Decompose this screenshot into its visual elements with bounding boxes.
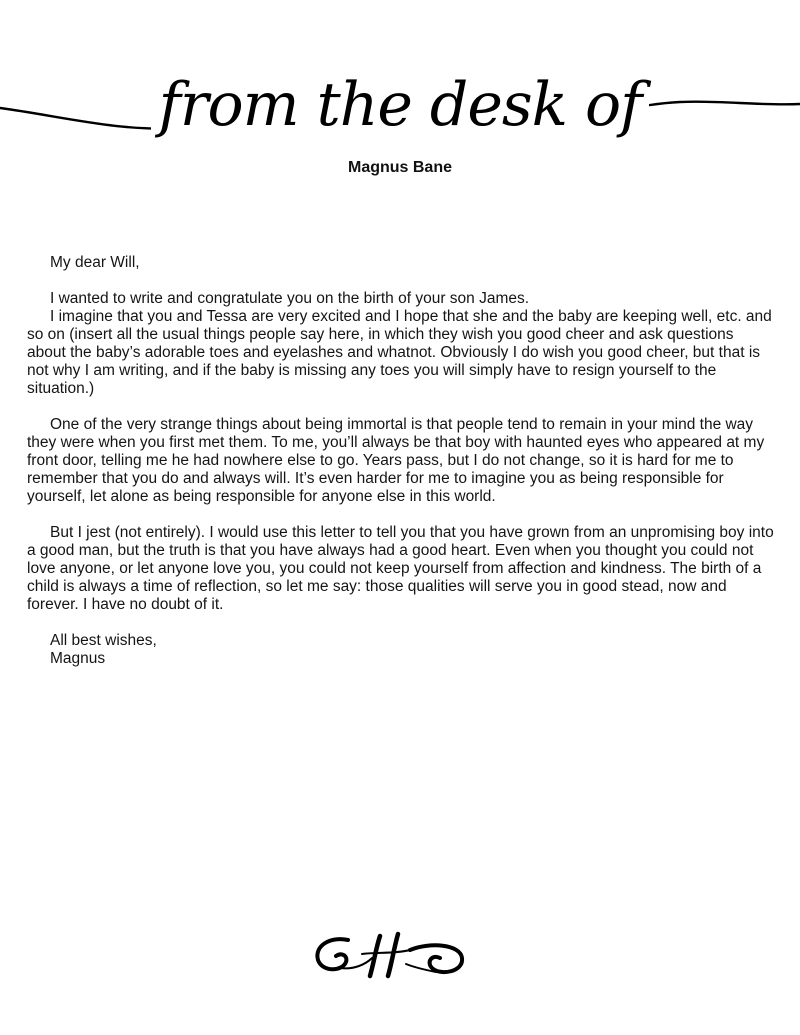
paragraph-1-line-2: I imagine that you and Tessa are very excited and I hope that she and the baby are keeping well, etc. and so on (insert all the usual things people say here, in which they wish you good cheer and ask questions about the baby’s adorable toes and eyelashes and whatnot. Obviously I do wish you good cheer, but that is not why I am writing, and if the baby is missing any toes you will simply have to resign yourself to the situation.) — [27, 308, 772, 397]
paragraph-3: But I jest (not entirely). I would use this letter to tell you that you have grown from an unpromising boy into a good man, but the truth is that you have always had a good heart. Even when you thought you could not love anyone, or let anyone love you, you could not keep yourself from affection and kindness. The birth of a child is always a time of reflection, so let me say: those qualities will serve you in good stead, now and forever. I have no doubt of it. — [27, 524, 774, 613]
salutation: My dear Will, — [50, 254, 140, 271]
paragraph-1 — [27, 290, 775, 398]
paragraph-1-line-1: I wanted to write and congratulate you on the birth of your son James. — [50, 290, 530, 307]
letterhead-title-text: from the desk of — [151, 70, 650, 140]
letter-body — [27, 254, 775, 668]
letterhead-title — [0, 72, 800, 138]
signature: Magnus — [50, 650, 106, 667]
flourish-ornament-icon — [310, 930, 470, 980]
author-name: Magnus Bane — [347, 159, 452, 176]
paragraph-2: One of the very strange things about being immortal is that people tend to remain in your mind the way they were when you first met them. To me, you’ll always be that boy with haunted eyes who appeared at my front door, telling me he had nowhere else to go. Years pass, but I do not change, so it is hard for me to remember that you do and always will. It’s even harder for me to imagine you as being responsible for yourself, let alone as being responsible for anyone else in this world. — [27, 416, 765, 505]
closing-line: All best wishes, — [50, 632, 157, 649]
closing-block — [27, 632, 775, 668]
